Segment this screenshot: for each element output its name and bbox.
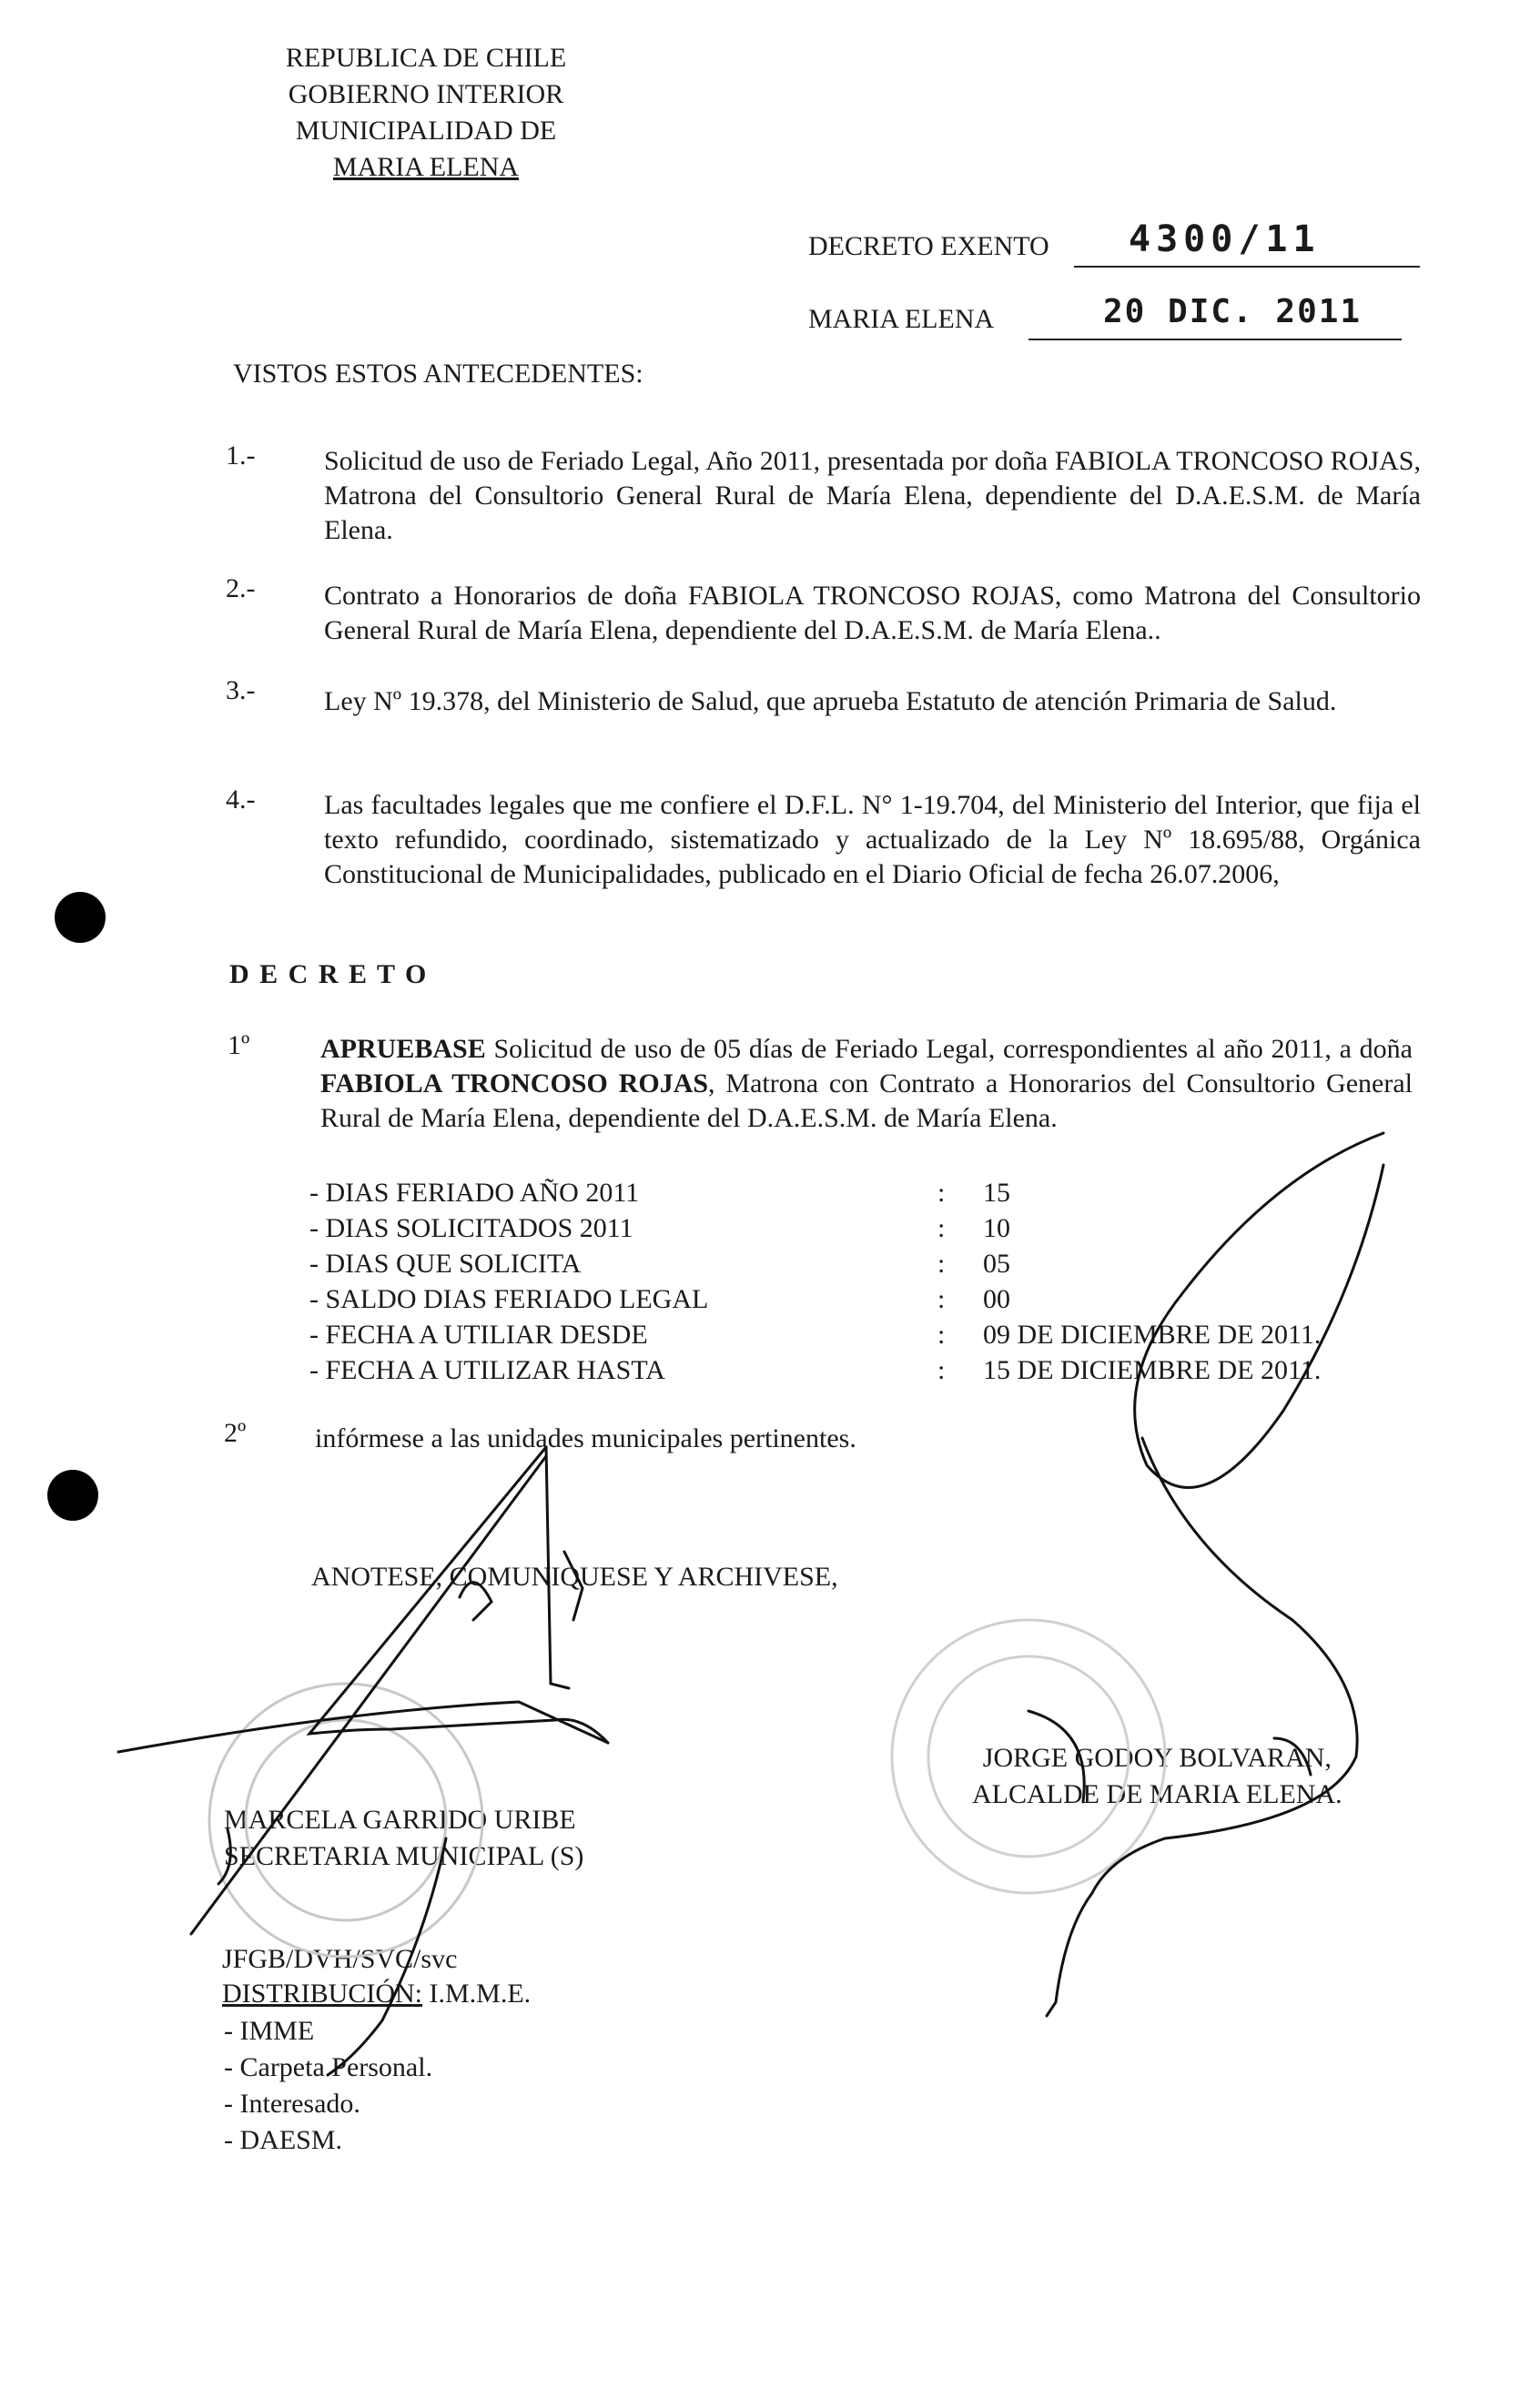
vistos-item-2-num: 2.-	[226, 573, 256, 603]
letterhead	[244, 40, 608, 186]
leave-row-colon: :	[937, 1284, 946, 1314]
leave-row-1	[309, 1176, 1493, 1212]
distribution	[222, 1977, 531, 2011]
list-item: - Interesado.	[224, 2089, 360, 2119]
decreto-item-2-text: infórmese a las unidades municipales pertinentes.	[315, 1423, 856, 1453]
leave-row-colon: :	[937, 1178, 946, 1208]
letterhead-government: GOBIERNO INTERIOR	[288, 79, 564, 109]
left-signatory	[224, 1802, 583, 1875]
decree-number-stamp: 4300/11	[1129, 218, 1321, 260]
left-signatory-name: MARCELA GARRIDO URIBE	[224, 1805, 576, 1835]
approve-text-2: , Matrona con Contrato a Honorarios del Consultorio General Rural de María Elena, dependiente del D.A.E.S.M. de María Elena.	[320, 1068, 1413, 1133]
vistos-heading: VISTOS ESTOS ANTECEDENTES:	[233, 359, 643, 389]
leave-row-label: - DIAS QUE SOLICITA	[309, 1249, 582, 1279]
leave-row-label: - FECHA A UTILIZAR HASTA	[309, 1355, 665, 1385]
distribution-list	[224, 2013, 432, 2159]
list-item: - Carpeta Personal.	[224, 2052, 433, 2082]
leave-row-2	[309, 1211, 1493, 1248]
letterhead-town: MARIA ELENA	[332, 152, 520, 182]
punch-hole-bottom	[47, 1470, 98, 1521]
leave-row-label: - SALDO DIAS FERIADO LEGAL	[309, 1284, 709, 1314]
closing-formula: ANOTESE, COMUNIQUESE Y ARCHIVESE,	[311, 1562, 838, 1592]
leave-row-3	[309, 1247, 1493, 1283]
leave-row-label: - DIAS FERIADO AÑO 2011	[309, 1178, 640, 1208]
letterhead-municipality: MUNICIPALIDAD DE	[295, 116, 557, 146]
leave-row-colon: :	[937, 1213, 946, 1243]
right-signatory-title: ALCALDE DE MARIA ELENA.	[972, 1779, 1342, 1809]
list-item: - DAESM.	[224, 2125, 343, 2155]
leave-row-label: - FECHA A UTILIAR DESDE	[309, 1320, 648, 1350]
leave-row-value: 09 DE DICIEMBRE DE 2011.	[983, 1320, 1322, 1350]
decree-place-label: MARIA ELENA	[808, 304, 995, 334]
leave-row-value: 10	[983, 1213, 1010, 1243]
vistos-item-3-num: 3.-	[226, 675, 256, 705]
leave-row-value: 05	[983, 1249, 1010, 1279]
leave-row-colon: :	[937, 1355, 946, 1385]
decree-date-stamp: 20 DIC. 2011	[1103, 293, 1363, 330]
punch-hole-top	[55, 892, 106, 943]
vistos-item-1-text: Solicitud de uso de Feriado Legal, Año 2011, presentada por doña FABIOLA TRONCOSO ROJAS, Matrona del Consultorio General Rural de María Elena, dependiente del D.A.E.S.M. de María Elena.	[324, 446, 1421, 545]
list-item: - IMME	[224, 2016, 315, 2046]
decreto-item-2-num: 2º	[224, 1418, 247, 1448]
leave-row-4	[309, 1282, 1493, 1319]
distribution-value: I.M.M.E.	[422, 1979, 532, 2009]
beneficiary-name: FABIOLA TRONCOSO ROJAS	[320, 1068, 709, 1098]
vistos-item-2-text: Contrato a Honorarios de doña FABIOLA TRONCOSO ROJAS, como Matrona del Consultorio General Rural de María Elena, dependiente del D.A.E.S.M. de María Elena..	[324, 581, 1421, 645]
decree-number-label: DECRETO EXENTO	[808, 231, 1049, 261]
decreto-item-1-text	[320, 1032, 1413, 1136]
leave-row-value: 15 DE DICIEMBRE DE 2011.	[983, 1355, 1322, 1385]
leave-row-label: - DIAS SOLICITADOS 2011	[309, 1213, 633, 1243]
vistos-item-3-text: Ley Nº 19.378, del Ministerio de Salud, que aprueba Estatuto de atención Primaria de Salud.	[324, 686, 1337, 716]
leave-row-5	[309, 1318, 1493, 1354]
leave-row-value: 00	[983, 1284, 1010, 1314]
decreto-item-1-num: 1º	[228, 1030, 250, 1060]
decreto-heading: D E C R E T O	[229, 959, 429, 989]
leave-row-value: 15	[983, 1178, 1010, 1208]
leave-row-colon: :	[937, 1320, 946, 1350]
decree-number-line	[1074, 266, 1420, 268]
right-signatory-name: JORGE GODOY BOLVARAN,	[982, 1743, 1332, 1773]
approve-text-1: Solicitud de uso de 05 días de Feriado Legal, correspondientes al año 2011, a doña	[485, 1034, 1413, 1064]
decree-date-line	[1028, 339, 1402, 340]
leave-row-colon: :	[937, 1249, 946, 1279]
right-signatory	[972, 1740, 1342, 1813]
vistos-item-1-num: 1.-	[226, 440, 256, 471]
initials: JFGB/DVH/SVC/svc	[222, 1944, 458, 1974]
vistos-item-4-text: Las facultades legales que me confiere el D.F.L. N° 1-19.704, del Ministerio del Interior, que fija el texto refundido, coordinado, sistematizado y actualizado de la Ley Nº 18.695/88, Orgánica Constitucional de Municipalidades, publicado en el Diario Oficial de fecha 26.07.2006,	[324, 790, 1421, 889]
letterhead-country: REPUBLICA DE CHILE	[285, 43, 567, 73]
left-signatory-title: SECRETARIA MUNICIPAL (S)	[224, 1841, 584, 1871]
approve-keyword: APRUEBASE	[320, 1034, 486, 1064]
distribution-label: DISTRIBUCIÓN:	[222, 1979, 423, 2009]
vistos-item-4-num: 4.-	[226, 785, 256, 815]
leave-row-6	[309, 1353, 1493, 1390]
